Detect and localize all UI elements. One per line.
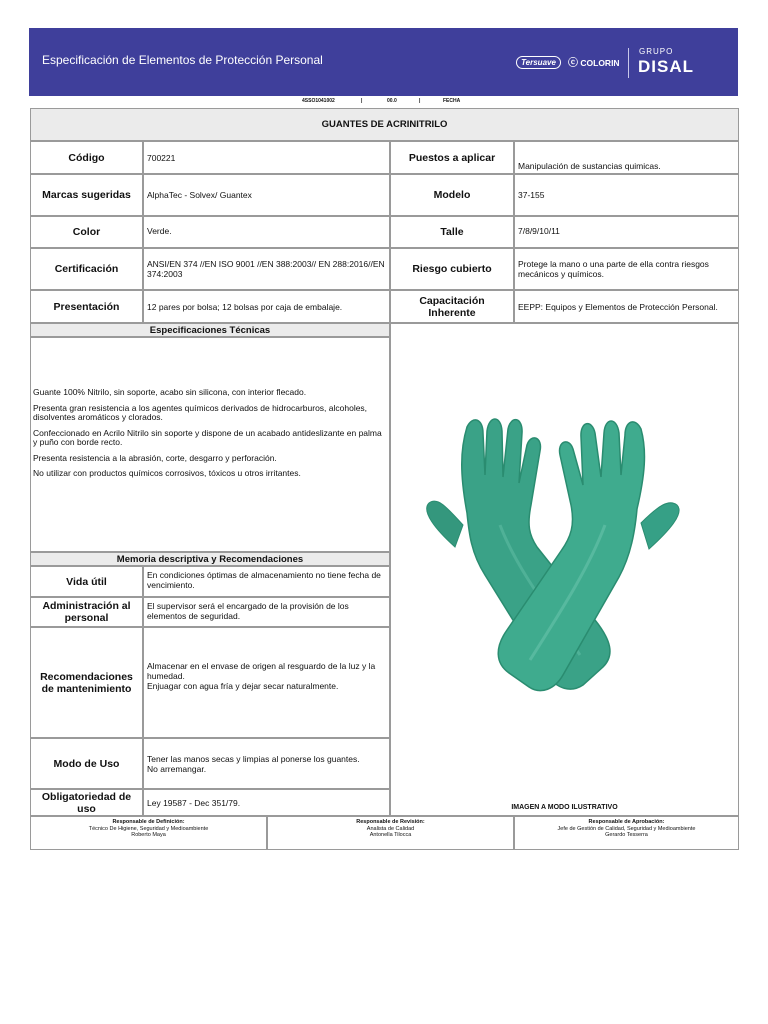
talle-value: 7/8/9/10/11 bbox=[514, 216, 739, 248]
certificacion-value: ANSI/EN 374 //EN ISO 9001 //EN 388:2003// EN 288:2016//EN 374:2003 bbox=[143, 248, 390, 290]
color-label: Color bbox=[30, 216, 143, 248]
presentacion-value: 12 pares por bolsa; 12 bolsas por caja de embalaje. bbox=[143, 290, 390, 323]
puestos-value: Manipulación de sustancias quimicas. bbox=[514, 141, 739, 174]
footer-revision bbox=[267, 816, 514, 850]
footer-aprobacion-name: Gerardo Tesserra bbox=[605, 832, 648, 838]
footer-revision-role: Analista de Calidad bbox=[366, 825, 415, 832]
disal-logo: DISAL bbox=[638, 57, 694, 76]
colorin-swirl-icon: ⓒ bbox=[568, 58, 578, 69]
recomendaciones-value: Almacenar en el envase de origen al resguardo de la luz y la humedad. Enjuagar con agua fría y dejar secar naturalmente. bbox=[143, 627, 390, 738]
riesgo-label: Riesgo cubierto bbox=[390, 248, 514, 290]
puestos-label: Puestos a aplicar bbox=[390, 141, 514, 174]
codigo-label: Código bbox=[30, 141, 143, 174]
footer-definicion-name: Roberto Maya bbox=[131, 832, 166, 838]
vida-util-value: En condiciones óptimas de almacenamiento no tiene fecha de vencimiento. bbox=[143, 566, 390, 597]
revision-number: 00.0 bbox=[387, 98, 397, 104]
certificacion-label: Certificación bbox=[30, 248, 143, 290]
separator: | bbox=[361, 98, 363, 104]
specs-body bbox=[30, 337, 390, 552]
obligatoriedad-value: Ley 19587 - Dec 351/79. bbox=[143, 789, 390, 816]
modo-uso-value: Tener las manos secas y limpias al ponerse los guantes. No arremangar. bbox=[143, 738, 390, 789]
presentacion-label: Presentación bbox=[30, 290, 143, 323]
footer-definicion-role: Técnico De Higiene, Seguridad y Medioambiente bbox=[88, 825, 209, 832]
recomendaciones-label: Recomendaciones de mantenimiento bbox=[30, 627, 143, 738]
spec-paragraph: Presenta resistencia a la abrasión, corte, desgarro y perforación. bbox=[33, 452, 277, 463]
spec-paragraph: No utilizar con productos químicos corrosivos, tóxicos u otros irritantes. bbox=[33, 468, 301, 478]
fecha-label: FECHA bbox=[443, 98, 461, 104]
document-code-row bbox=[30, 96, 738, 108]
riesgo-value: Protege la mano o una parte de ella contra riesgos mecánicos y químicos. bbox=[514, 248, 739, 290]
spec-paragraph: Presenta gran resistencia a los agentes químicos derivados de hidrocarburos, alcoholes, disolventes aromáticos y clorados. bbox=[33, 402, 368, 422]
color-value: Verde. bbox=[143, 216, 390, 248]
footer-aprobacion bbox=[514, 816, 739, 850]
image-caption: IMAGEN A MODO ILUSTRATIVO bbox=[511, 804, 618, 811]
grupo-logo-text: GRUPO bbox=[639, 47, 674, 56]
codigo-value: 700221 bbox=[143, 141, 390, 174]
tersuave-logo: Tersuave bbox=[516, 56, 561, 69]
document-code: 4SSO1041002 bbox=[302, 98, 335, 104]
spec-paragraph: Confeccionado en Acrilo Nitrilo sin soporte y dispone de un acabado antideslizante en palma y puño con borde recto. bbox=[33, 427, 382, 447]
footer-revision-name: Antonella Tilocca bbox=[369, 832, 412, 838]
modelo-value: 37-155 bbox=[514, 174, 739, 216]
gloves-icon bbox=[405, 405, 705, 705]
footer-aprobacion-title: Responsable de Aprobación: bbox=[588, 819, 665, 825]
capacitacion-value: EEPP: Equipos y Elementos de Protección Personal. bbox=[514, 290, 739, 323]
logo-divider bbox=[628, 48, 629, 78]
footer-aprobacion-role: Jefe de Gestión de Calidad, Seguridad y Medioambiente bbox=[557, 825, 696, 832]
product-title: GUANTES DE ACRINITRILO bbox=[30, 108, 739, 141]
administracion-value: El supervisor será el encargado de la provisión de los elementos de seguridad. bbox=[143, 597, 390, 627]
talle-label: Talle bbox=[390, 216, 514, 248]
marcas-label: Marcas sugeridas bbox=[30, 174, 143, 216]
vida-util-label: Vida útil bbox=[30, 566, 143, 597]
footer-definicion bbox=[30, 816, 267, 850]
modo-uso-label: Modo de Uso bbox=[30, 738, 143, 789]
spec-paragraph: Guante 100% Nitrilo, sin soporte, acabo sin silicona, con interior flecado. bbox=[33, 387, 307, 397]
footer-definicion-title: Responsable de Definición: bbox=[112, 819, 185, 825]
specs-heading: Especificaciones Técnicas bbox=[30, 323, 390, 337]
marcas-value: AlphaTec - Solvex/ Guantex bbox=[143, 174, 390, 216]
document-title: Especificación de Elementos de Protección Personal bbox=[42, 53, 323, 67]
administracion-label: Administración al personal bbox=[30, 597, 143, 627]
memoria-heading: Memoria descriptiva y Recomendaciones bbox=[30, 552, 390, 566]
modelo-label: Modelo bbox=[390, 174, 514, 216]
separator: | bbox=[419, 98, 421, 104]
colorin-logo bbox=[568, 56, 624, 70]
footer-revision-title: Responsable de Revisión: bbox=[356, 819, 425, 825]
obligatoriedad-label: Obligatoriedad de uso bbox=[30, 789, 143, 816]
colorin-logo-text: COLORIN bbox=[580, 58, 620, 68]
capacitacion-label: Capacitación Inherente bbox=[390, 290, 514, 323]
